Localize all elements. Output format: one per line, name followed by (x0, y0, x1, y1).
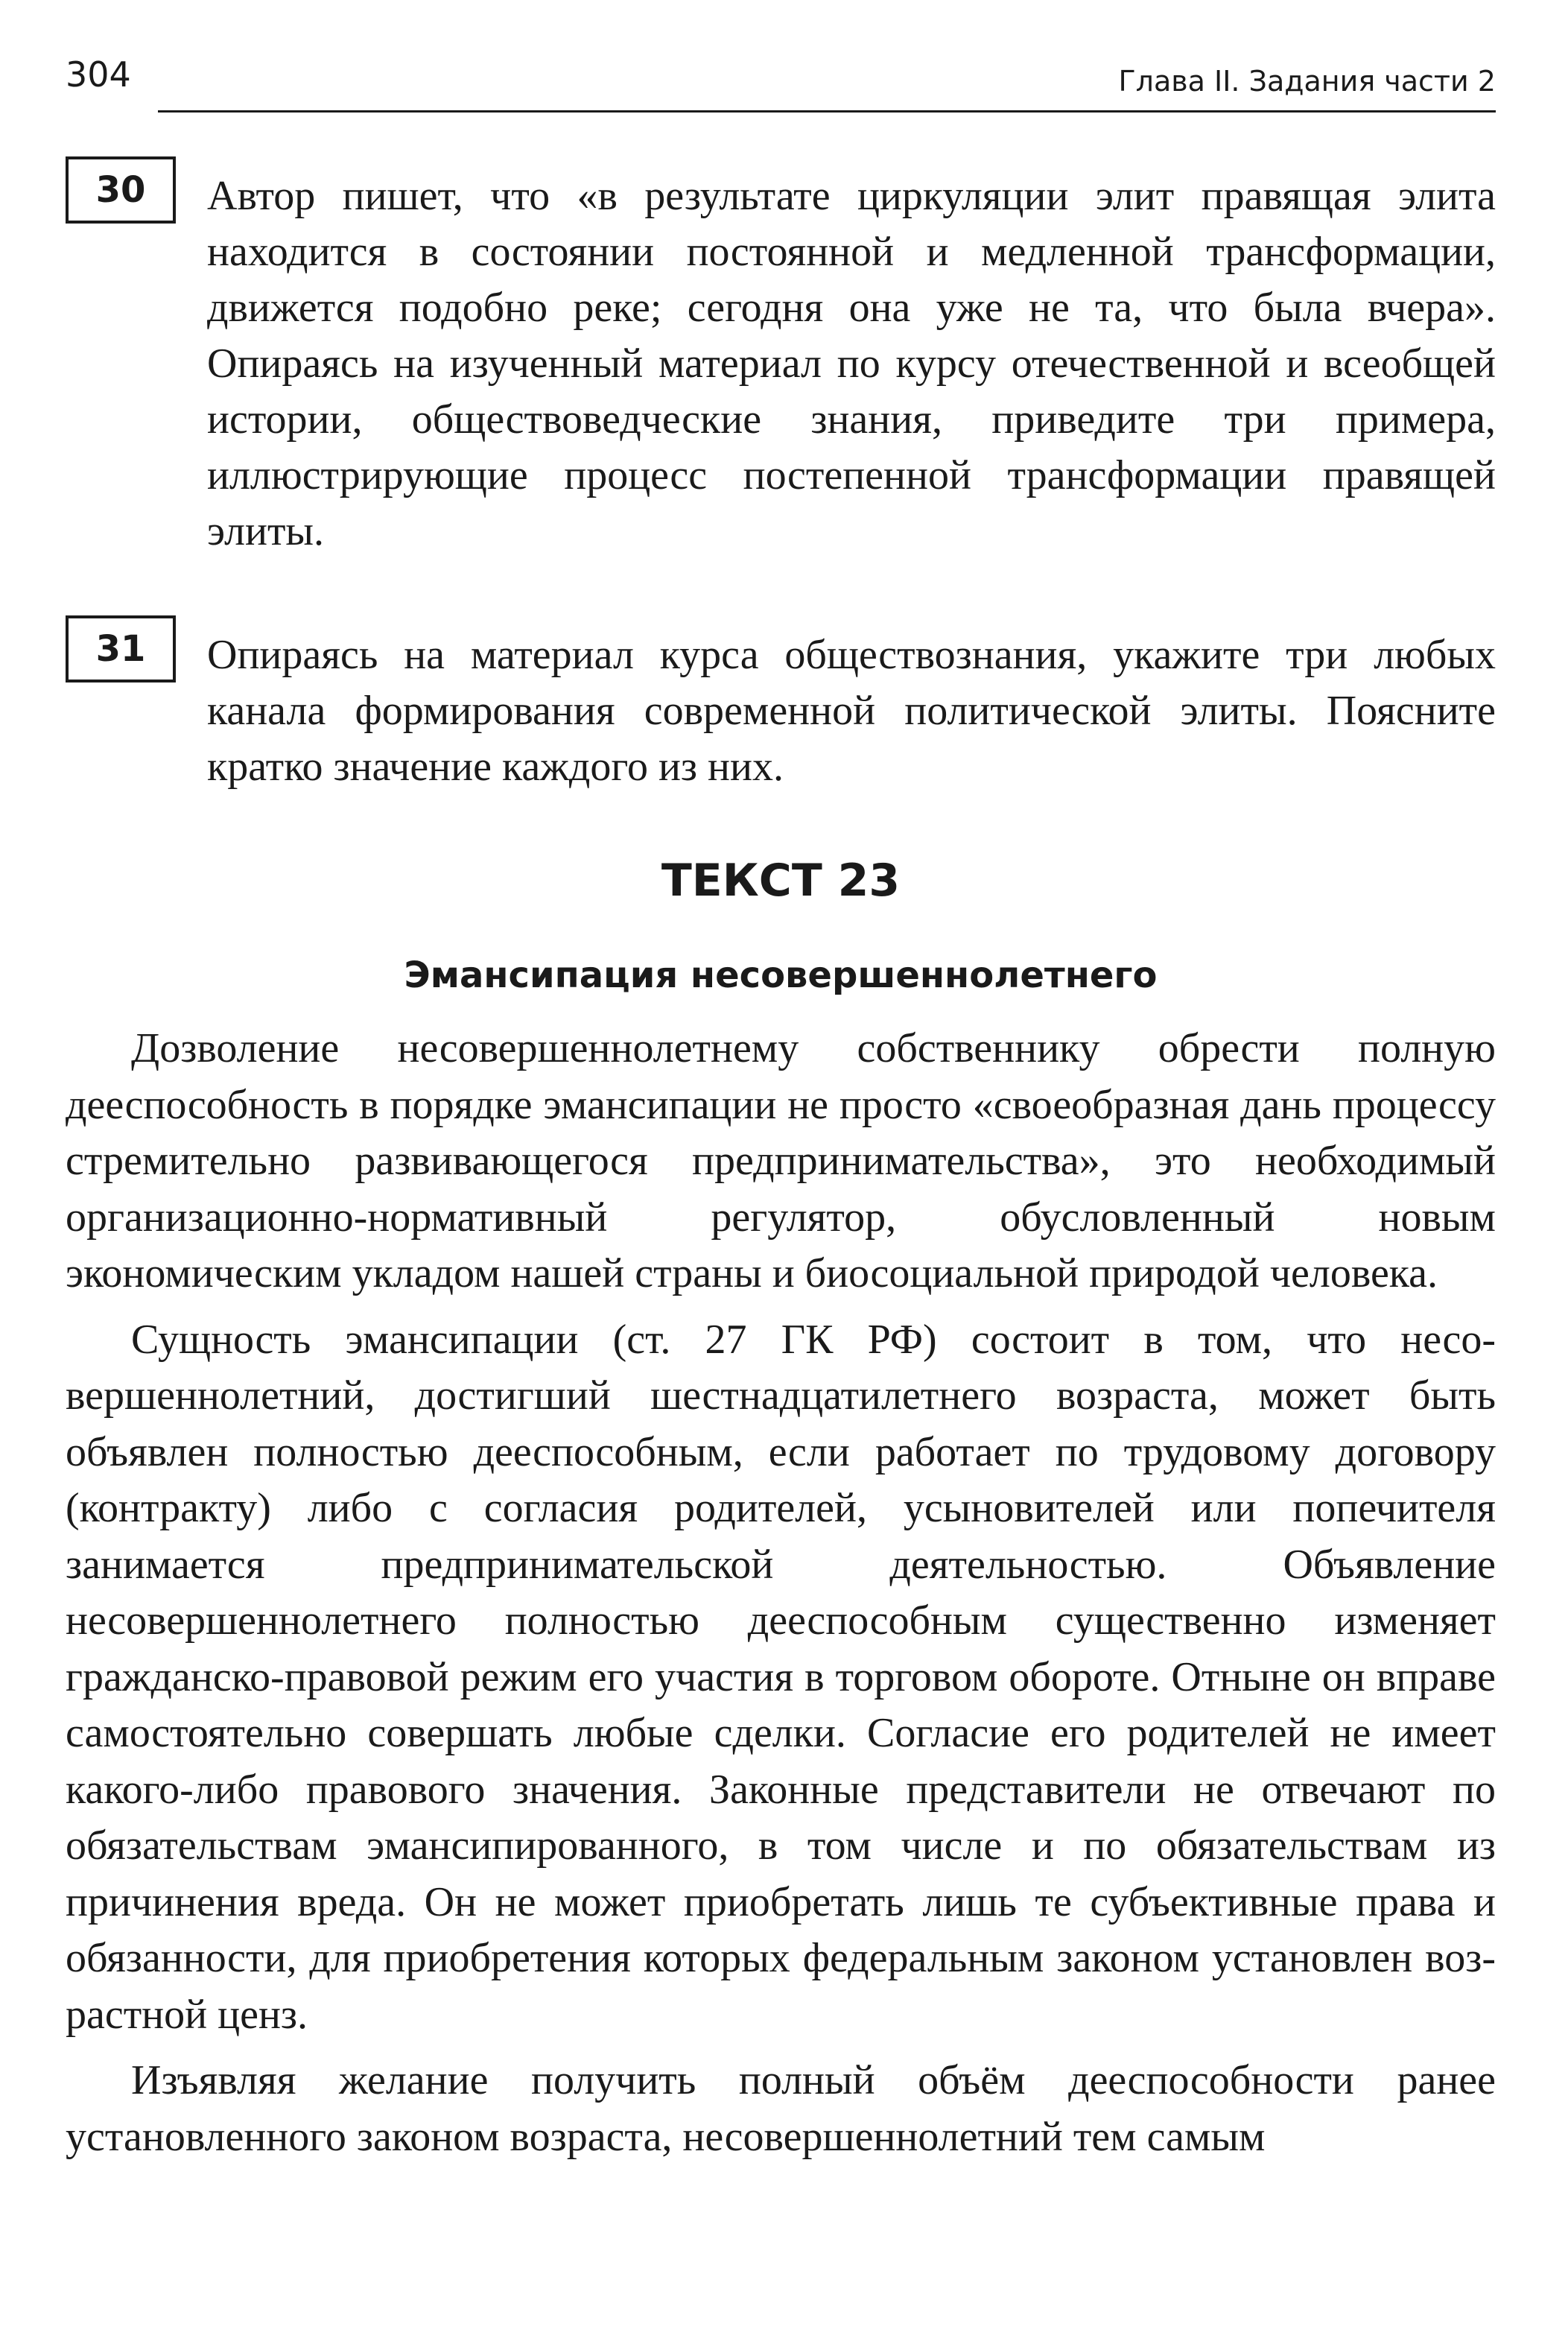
header-rule (158, 110, 1496, 113)
paragraph: Дозволение несовершеннолетнему собственнику обрести полную дееспособность в порядке эмансипации не просто «своеобразная дань процессу стремительно развивающегося предпринимательства», это необходимый организационно-нормативный регулятор, обусловленный новым экономическим укладом нашей страны и биосоциальной природой человека. (66, 1025, 1496, 1296)
text-heading: ТЕКСТ 23 (661, 855, 901, 907)
paragraph: Изъявляя желание получить полный объём дееспособности ранее установленного законом возраста, несовершеннолетний тем самым (66, 2057, 1496, 2160)
task-text: Автор пишет, что «в результате циркуляции элит правящая элита находится в состоянии постоянной и медленной трансформации, движется подобно реке; сегодня она уже не та, что была вчера». Опираясь на изученный материал по курсу отечественной и всеобщей истории, обществоведческие знания, приведите три примера, иллюстрирующие процесс постепенной трансформации правящей элиты. (207, 173, 1496, 554)
paragraph: Сущность эмансипации (ст. 27 ГК РФ) состоит в том, что несовершеннолетний, достигший шестнадцатилетнего возраста, может быть объявлен полностью дееспособным, если работает по трудовому договору (контракту) либо с согласия родителей, усыновителей или попечителя занимается предпринимательской деятельностью. Объявление несовершеннолетнего полностью дееспособным существенно изменяет гражданско-правовой режим его участия в торговом обороте. Отныне он вправе самостоятельно совершать любые сделки. Согласие его родителей не имеет какого-либо правового значения. Законные представители не отвечают по обязательствам эмансипированного, в том числе и по обязательствам из причинения вреда. Он не может приобретать лишь те субъективные права и обязанности, для приобретения которых федеральным законом установлен возрастной ценз. (66, 1316, 1496, 2038)
running-title: Глава II. Задания части 2 (1118, 65, 1496, 98)
text-subheading: Эмансипация несовершеннолетнего (404, 954, 1158, 996)
task-text: Опираясь на материал курса обществознания, укажите три любых канала формирования современной политической элиты. Поясните кратко значение каждого из них. (207, 632, 1496, 790)
task-number-badge: 31 (66, 615, 176, 682)
task-number-badge: 30 (66, 156, 176, 224)
page-number: 304 (66, 54, 131, 95)
body-text (66, 1021, 1496, 2175)
running-header (66, 52, 1496, 113)
